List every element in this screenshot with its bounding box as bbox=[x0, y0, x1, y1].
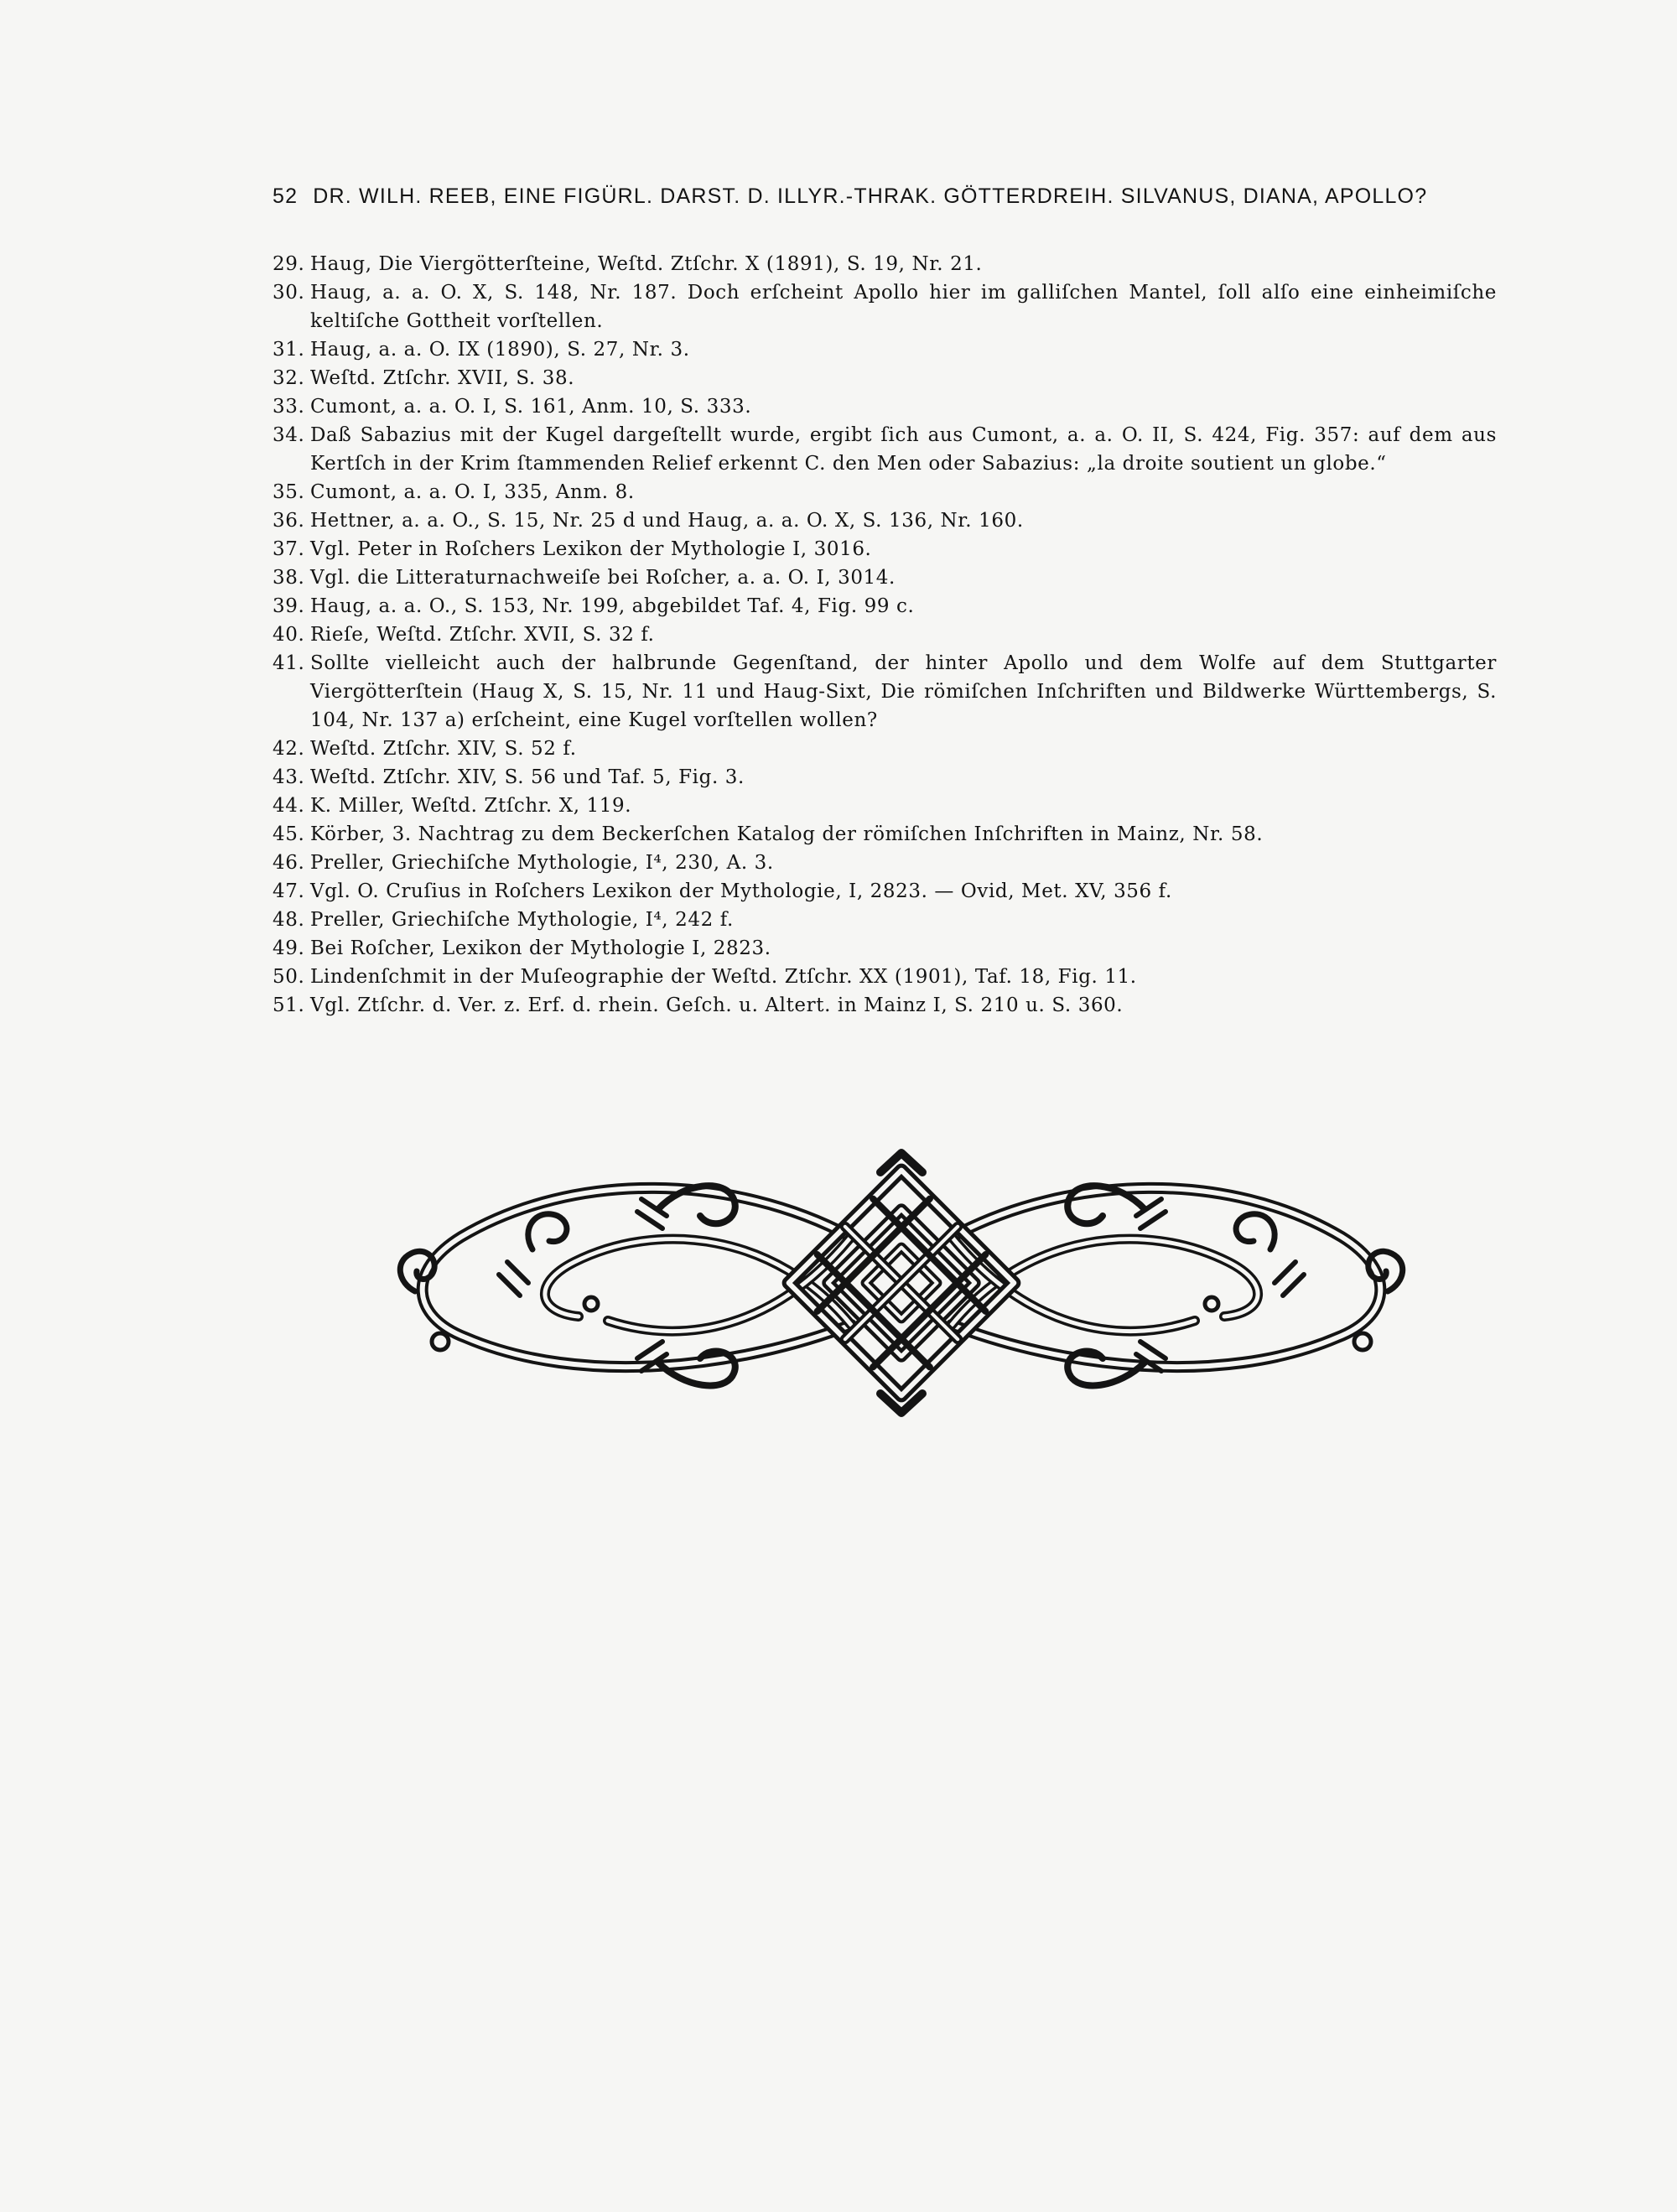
footnote-number: 29. bbox=[273, 253, 305, 275]
footnote bbox=[273, 934, 1497, 963]
footnote-text: Hettner, a. a. O., S. 15, Nr. 25 d und Haug, a. a. O. X, S. 136, Nr. 160. bbox=[310, 510, 1024, 532]
footnote-text: Daß Sabazius mit der Kugel dargeſtellt wurde, ergibt ſich aus Cumont, a. a. O. II, S. 424, Fig. 357: auf dem aus Kertſch in der Krim ſtammenden Relief erkennt C. den Men oder Sabazius: „la droite soutient un globe.“ bbox=[310, 424, 1497, 475]
footnote bbox=[273, 535, 1497, 563]
footnote bbox=[273, 250, 1497, 278]
footnote-number: 46. bbox=[273, 852, 305, 874]
footnote-number: 49. bbox=[273, 937, 305, 959]
footnote-text: Sollte vielleicht auch der halbrunde Gegenſtand, der hinter Apollo und dem Wolfe auf dem Stuttgarter Viergötterſtein (Haug X, S. 15, Nr. 11 und Haug-Sixt, Die römiſchen Inſchriften und Bildwerke Württembergs, S. 104, Nr. 137 a) erſcheint, eine Kugel vorſtellen wollen? bbox=[310, 652, 1497, 731]
footnote bbox=[273, 621, 1497, 649]
footnote-number: 37. bbox=[273, 538, 305, 560]
footnote-number: 47. bbox=[273, 880, 305, 902]
footnote-number: 38. bbox=[273, 567, 305, 589]
footnote-number: 48. bbox=[273, 909, 305, 931]
footnote-number: 44. bbox=[273, 795, 305, 817]
footnote-text: Vgl. O. Cruſius in Roſchers Lexikon der Mythologie, I, 2823. — Ovid, Met. XV, 356 f. bbox=[310, 880, 1172, 902]
footnote-number: 33. bbox=[273, 396, 305, 418]
footnote-text: Cumont, a. a. O. I, S. 161, Anm. 10, S. 333. bbox=[310, 396, 752, 418]
footnote-text: Haug, Die Viergötterſteine, Weſtd. Ztſchr. X (1891), S. 19, Nr. 21. bbox=[310, 253, 983, 275]
footnote bbox=[273, 592, 1497, 621]
footnote bbox=[273, 563, 1497, 592]
footnote-number: 43. bbox=[273, 766, 305, 788]
footnote bbox=[273, 820, 1497, 849]
footnote-text: Lindenſchmit in der Muſeographie der Weſtd. Ztſchr. XX (1901), Taf. 18, Fig. 11. bbox=[310, 966, 1137, 988]
footnote bbox=[273, 792, 1497, 820]
footnote-number: 40. bbox=[273, 624, 305, 646]
footnote-text: Haug, a. a. O. X, S. 148, Nr. 187. Doch erſcheint Apollo hier im galliſchen Mantel, ſoll alſo eine einheimiſche keltiſche Gottheit vorſtellen. bbox=[310, 282, 1497, 332]
footnote-text: Haug, a. a. O. IX (1890), S. 27, Nr. 3. bbox=[310, 339, 690, 361]
footnote-text: Weſtd. Ztſchr. XVII, S. 38. bbox=[310, 367, 575, 389]
footnote bbox=[273, 877, 1497, 906]
footnote-text: Vgl. die Litteraturnachweiſe bei Roſcher, a. a. O. I, 3014. bbox=[310, 567, 896, 589]
running-header bbox=[273, 184, 1497, 209]
footnote bbox=[273, 735, 1497, 763]
footnote-list bbox=[273, 250, 1497, 1020]
footnote-text: Vgl. Ztſchr. d. Ver. z. Erf. d. rhein. Geſch. u. Altert. in Mainz I, S. 210 u. S. 360. bbox=[310, 994, 1124, 1016]
footnote-number: 32. bbox=[273, 367, 305, 389]
footnote-number: 45. bbox=[273, 823, 305, 845]
footnote bbox=[273, 478, 1497, 506]
footnote-text: Cumont, a. a. O. I, 335, Anm. 8. bbox=[310, 481, 635, 503]
footnote-text: Körber, 3. Nachtrag zu dem Beckerſchen Katalog der römiſchen Inſchriften in Mainz, Nr. 58. bbox=[310, 823, 1264, 845]
footnote-number: 39. bbox=[273, 595, 305, 617]
footnote-number: 30. bbox=[273, 282, 305, 304]
page-number: 52 bbox=[273, 184, 299, 208]
footnote bbox=[273, 506, 1497, 535]
footnote-number: 36. bbox=[273, 510, 305, 532]
footnote bbox=[273, 906, 1497, 934]
footnote-text: Preller, Griechiſche Mythologie, I⁴, 242 f. bbox=[310, 909, 734, 931]
footnote bbox=[273, 963, 1497, 991]
footnote-text: Haug, a. a. O., S. 153, Nr. 199, abgebildet Taf. 4, Fig. 99 c. bbox=[310, 595, 915, 617]
footnote bbox=[273, 849, 1497, 877]
footnote-number: 35. bbox=[273, 481, 305, 503]
footnote-number: 41. bbox=[273, 652, 305, 674]
footnote bbox=[273, 649, 1497, 735]
footnote-number: 31. bbox=[273, 339, 305, 361]
footnote bbox=[273, 763, 1497, 792]
running-title: DR. WILH. REEB, EINE FIGÜRL. DARST. D. ILLYR.-THRAK. GÖTTERDREIH. SILVANUS, DIANA, APOLLO? bbox=[313, 184, 1428, 208]
footnote-text: Bei Roſcher, Lexikon der Mythologie I, 2823. bbox=[310, 937, 771, 959]
footnote bbox=[273, 392, 1497, 421]
celtic-knot-ornament-icon bbox=[382, 1149, 1421, 1417]
footnote-text: Weſtd. Ztſchr. XIV, S. 56 und Taf. 5, Fig. 3. bbox=[310, 766, 745, 788]
footnote bbox=[273, 991, 1497, 1020]
footnote-number: 42. bbox=[273, 738, 305, 760]
footnote-text: Rieſe, Weſtd. Ztſchr. XVII, S. 32 f. bbox=[310, 624, 655, 646]
footnote bbox=[273, 421, 1497, 478]
footnote-number: 34. bbox=[273, 424, 305, 446]
footnote-text: K. Miller, Weſtd. Ztſchr. X, 119. bbox=[310, 795, 632, 817]
footnote-text: Weſtd. Ztſchr. XIV, S. 52 f. bbox=[310, 738, 577, 760]
footnote-text: Preller, Griechiſche Mythologie, I⁴, 230, A. 3. bbox=[310, 852, 774, 874]
footnote bbox=[273, 335, 1497, 364]
footnote-number: 51. bbox=[273, 994, 305, 1016]
footnote-text: Vgl. Peter in Roſchers Lexikon der Mythologie I, 3016. bbox=[310, 538, 872, 560]
footnote bbox=[273, 278, 1497, 335]
footnote bbox=[273, 364, 1497, 392]
footnote-number: 50. bbox=[273, 966, 305, 988]
